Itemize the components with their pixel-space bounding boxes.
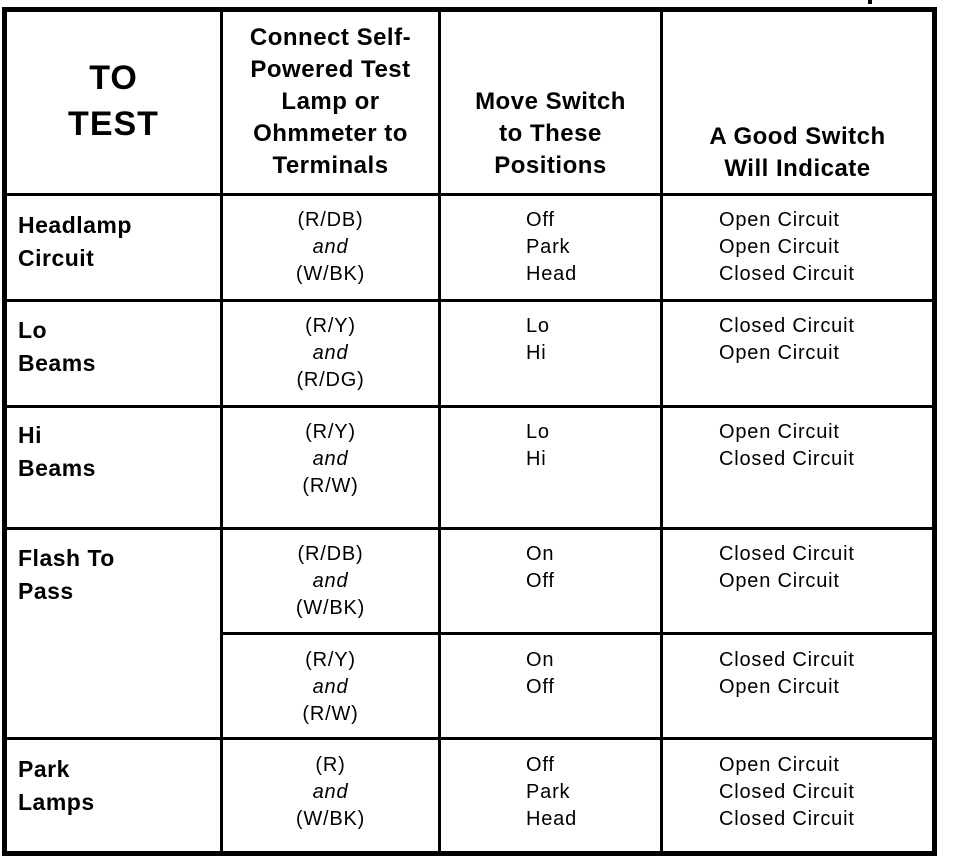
header-line: Positions xyxy=(494,152,607,179)
indication-value: Closed Circuit xyxy=(719,781,855,803)
indication-value: Open Circuit xyxy=(719,754,840,776)
header-to-test xyxy=(7,55,220,147)
positions-cell xyxy=(526,419,550,473)
terminal-value: (R/Y) xyxy=(305,315,356,337)
position-value: Park xyxy=(526,236,571,258)
position-value: On xyxy=(526,543,555,565)
row-label-headlamp-circuit xyxy=(18,209,132,275)
positions-cell xyxy=(526,647,555,701)
position-value: Off xyxy=(526,209,555,231)
label-line: Beams xyxy=(18,455,96,481)
indication-value: Open Circuit xyxy=(719,421,840,443)
indication-value: Open Circuit xyxy=(719,676,840,698)
position-value: Head xyxy=(526,263,578,285)
indication-cell xyxy=(719,752,855,833)
header-move-switch xyxy=(441,86,660,182)
label-line: Circuit xyxy=(18,245,95,271)
position-value: Lo xyxy=(526,421,550,443)
terminal-value: (R) xyxy=(315,754,346,776)
terminal-value: (R/W) xyxy=(302,703,359,725)
terminal-value: (R/DB) xyxy=(297,543,364,565)
terminal-value: (W/BK) xyxy=(295,808,366,830)
row-divider xyxy=(4,405,935,408)
conjunction: and xyxy=(312,236,349,258)
header-line: Powered Test xyxy=(250,56,411,83)
header-line: Terminals xyxy=(272,152,389,179)
terminal-value: (R/DG) xyxy=(296,369,365,391)
terminals-cell xyxy=(223,647,438,728)
row-label-park-lamps xyxy=(18,753,95,819)
indication-value: Open Circuit xyxy=(719,209,840,231)
terminals-cell xyxy=(223,419,438,500)
header-connect xyxy=(223,22,438,182)
indication-value: Open Circuit xyxy=(719,236,840,258)
label-line: Park xyxy=(18,756,70,782)
terminals-cell xyxy=(223,313,438,394)
label-line: Lamps xyxy=(18,789,95,815)
indication-value: Open Circuit xyxy=(719,570,840,592)
position-value: Hi xyxy=(526,342,547,364)
positions-cell xyxy=(526,207,577,288)
header-line: to These xyxy=(499,120,602,147)
label-line: Lo xyxy=(18,317,48,343)
positions-cell xyxy=(526,541,555,595)
header-line: TO xyxy=(89,59,138,97)
indication-cell xyxy=(719,419,855,473)
position-value: Off xyxy=(526,676,555,698)
terminal-value: (W/BK) xyxy=(295,597,366,619)
row-divider xyxy=(4,737,935,740)
row-divider xyxy=(4,299,935,302)
indication-value: Open Circuit xyxy=(719,342,840,364)
indication-cell xyxy=(719,647,855,701)
indication-cell xyxy=(719,541,855,595)
header-line: Ohmmeter to xyxy=(253,120,408,147)
position-value: Head xyxy=(526,808,578,830)
header-line: Move Switch xyxy=(475,88,626,115)
position-value: On xyxy=(526,649,555,671)
position-value: Lo xyxy=(526,315,550,337)
positions-cell xyxy=(526,313,550,367)
row-divider xyxy=(4,193,935,196)
terminal-value: (R/Y) xyxy=(305,649,356,671)
terminal-value: (W/BK) xyxy=(295,263,366,285)
conjunction: and xyxy=(312,448,349,470)
label-line: Pass xyxy=(18,578,74,604)
positions-cell xyxy=(526,752,577,833)
terminals-cell xyxy=(223,541,438,622)
header-line: Connect Self- xyxy=(249,24,412,51)
conjunction: and xyxy=(312,676,349,698)
header-good-switch xyxy=(663,121,932,185)
label-line: Beams xyxy=(18,350,96,376)
indication-value: Closed Circuit xyxy=(719,543,855,565)
header-line: A Good Switch xyxy=(709,123,886,150)
header-line: Will Indicate xyxy=(724,155,871,182)
conjunction: and xyxy=(312,570,349,592)
row-label-lo-beams xyxy=(18,314,96,380)
indication-value: Closed Circuit xyxy=(719,315,855,337)
terminals-cell xyxy=(223,207,438,288)
position-value: Hi xyxy=(526,448,547,470)
label-line: Hi xyxy=(18,422,42,448)
row-divider xyxy=(4,527,935,530)
row-divider xyxy=(221,632,935,635)
header-line: TEST xyxy=(68,105,159,143)
header-line: Lamp or xyxy=(281,88,380,115)
position-value: Park xyxy=(526,781,571,803)
conjunction: and xyxy=(312,342,349,364)
label-line: Headlamp xyxy=(18,212,132,238)
indication-cell xyxy=(719,313,855,367)
conjunction: and xyxy=(312,781,349,803)
position-value: Off xyxy=(526,570,555,592)
indication-value: Closed Circuit xyxy=(719,448,855,470)
indication-cell xyxy=(719,207,855,288)
position-value: Off xyxy=(526,754,555,776)
indication-value: Closed Circuit xyxy=(719,263,855,285)
corner-mark xyxy=(868,0,872,4)
terminal-value: (R/W) xyxy=(302,475,359,497)
label-line: Flash To xyxy=(18,545,115,571)
terminal-value: (R/Y) xyxy=(305,421,356,443)
terminals-cell xyxy=(223,752,438,833)
indication-value: Closed Circuit xyxy=(719,808,855,830)
terminal-value: (R/DB) xyxy=(297,209,364,231)
indication-value: Closed Circuit xyxy=(719,649,855,671)
row-label-hi-beams xyxy=(18,419,96,485)
row-label-flash-to-pass xyxy=(18,542,115,608)
